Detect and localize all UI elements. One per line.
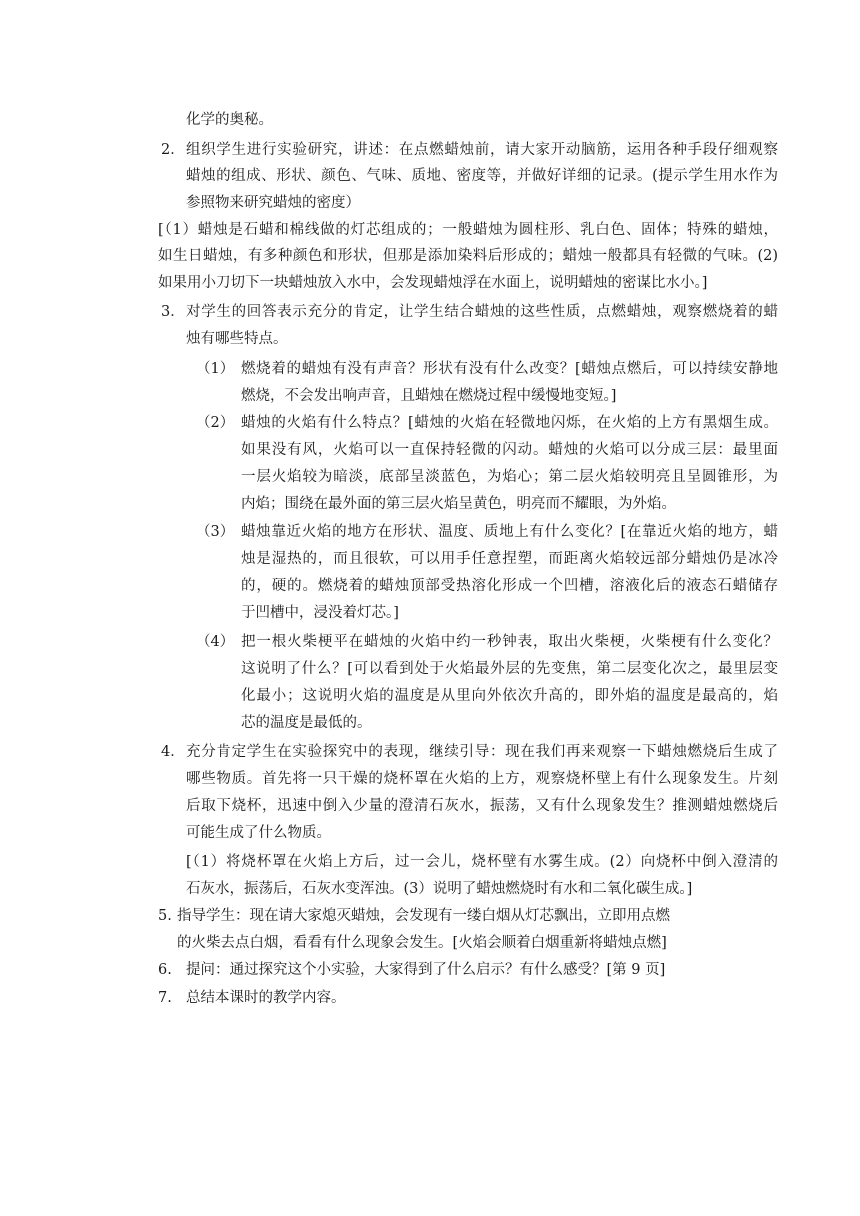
text-line: 总结本课时的教学内容。	[186, 990, 346, 1006]
text-line: 一层火焰较为暗淡，底部呈淡蓝色，为焰心；第二层火焰较明亮且呈圆锥形，为	[241, 469, 778, 485]
text-line: [（1）将烧杯罩在火焰上方后，过一会儿，烧杯壁有水雾生成。(2）向烧杯中倒入澄清的	[186, 854, 778, 870]
list-number: 6.	[158, 962, 172, 978]
text-line: 内焰；围绕在最外面的第三层火焰呈黄色，明亮而不耀眼，为外焰。	[241, 496, 676, 512]
sub-number: （4）	[196, 634, 235, 650]
text-line: 蜡烛靠近火焰的地方在形状、温度、质地上有什么变化？[在靠近火焰的地方，蜡	[241, 524, 778, 540]
text-line: 哪些物质。首先将一只干燥的烧杯罩在火焰的上方，观察烧杯壁上有什么现象发生。片刻	[186, 771, 778, 787]
text-line: 如果没有风，火焰可以一直保持轻微的闪动。蜡烛的火焰可以分成三层：最里面	[241, 442, 778, 458]
sub-number: （2）	[196, 415, 235, 431]
text-line: 可能生成了什么物质。	[186, 825, 331, 841]
text-line: 指导学生：现在请大家熄灭蜡烛，会发现有一缕白烟从灯芯飘出，立即用点燃	[177, 908, 670, 924]
text-line: 化学的奥秘。	[186, 112, 273, 128]
text-line: 烛有哪些特点。	[186, 331, 288, 347]
text-line: 后取下烧杯，迅速中倒入少量的澄清石灰水，振荡，又有什么现象发生？推测蜡烛燃烧后	[186, 798, 778, 814]
text-line: 如生日蜡烛，有多种颜色和形状，但那是添加染料后形成的；蜡烛一般都具有轻微的气味。(2)	[158, 248, 778, 264]
text-line: 如果用小刀切下一块蜡烛放入水中，会发现蜡烛浮在水面上，说明蜡烛的密谋比水小。]	[158, 275, 708, 291]
text-line: 化最小；这说明火焰的温度是从里向外依次升高的，即外焰的温度是最高的，焰	[241, 688, 778, 704]
text-line: 的火柴去点白烟，看看有什么现象会发生。[火焰会顺着白烟重新将蜡烛点燃]	[177, 935, 667, 951]
text-line: 蜡烛的组成、形状、颜色、气味、质地、密度等，并做好详细的记录。(提示学生用水作为	[186, 168, 778, 184]
text-line: 于凹槽中，浸没着灯芯。]	[241, 605, 399, 621]
text-line: 组织学生进行实验研究，讲述：在点燃蜡烛前，请大家开动脑筋，运用各种手段仔细观察	[186, 142, 778, 158]
text-line: 石灰水，振荡后，石灰水变浑浊。(3）说明了蜡烛燃烧时有水和二氧化碳生成。]	[186, 881, 693, 897]
text-line: 的，硬的。燃烧着的蜡烛顶部受热溶化形成一个凹槽，溶液化后的液态石蜡储存	[241, 578, 778, 594]
sub-number: （3）	[196, 524, 235, 540]
text-line: 对学生的回答表示充分的肯定，让学生结合蜡烛的这些性质，点燃蜡烛，观察燃烧着的蜡	[186, 304, 778, 320]
text-line: 这说明了什么？[可以看到处于火焰最外层的先变焦，第二层变化次之，最里层变	[241, 661, 778, 677]
list-number: 5.	[158, 908, 172, 924]
text-line: 把一根火柴梗平在蜡烛的火焰中约一秒钟表，取出火柴梗，火柴梗有什么变化？	[241, 634, 778, 650]
list-number: 3．	[161, 304, 185, 320]
list-number: 4．	[161, 744, 185, 760]
text-line: [（1）蜡烛是石蜡和棉线做的灯芯组成的；一般蜡烛为圆柱形、乳白色、固体；特殊的蜡烛，	[158, 222, 778, 238]
list-number: 2．	[161, 142, 185, 158]
text-line: 充分肯定学生在实验探究中的表现，继续引导：现在我们再来观察一下蜡烛燃烧后生成了	[186, 744, 778, 760]
text-line: 燃烧着的蜡烛有没有声音？形状有没有什么改变？[蜡烛点燃后，可以持续安静地	[241, 361, 778, 377]
list-number: 7.	[158, 990, 172, 1006]
text-line: 燃烧，不会发出响声音，且蜡烛在燃烧过程中缓慢地变短。]	[241, 388, 617, 404]
text-line: 芯的温度是最低的。	[241, 715, 372, 731]
text-line: 烛是湿热的，而且很软，可以用手任意捏塑，而距离火焰较远部分蜡烛仍是冰冷	[241, 551, 778, 567]
text-line: 参照物来研究蜡烛的密度）	[186, 195, 360, 211]
text-line: 蜡烛的火焰有什么特点？[蜡烛的火焰在轻微地闪烁，在火焰的上方有黑烟生成。	[241, 415, 778, 431]
sub-number: （1）	[196, 361, 235, 377]
text-line: 提问：通过探究这个小实验，大家得到了什么启示？有什么感受？[第 9 页]	[186, 962, 666, 978]
